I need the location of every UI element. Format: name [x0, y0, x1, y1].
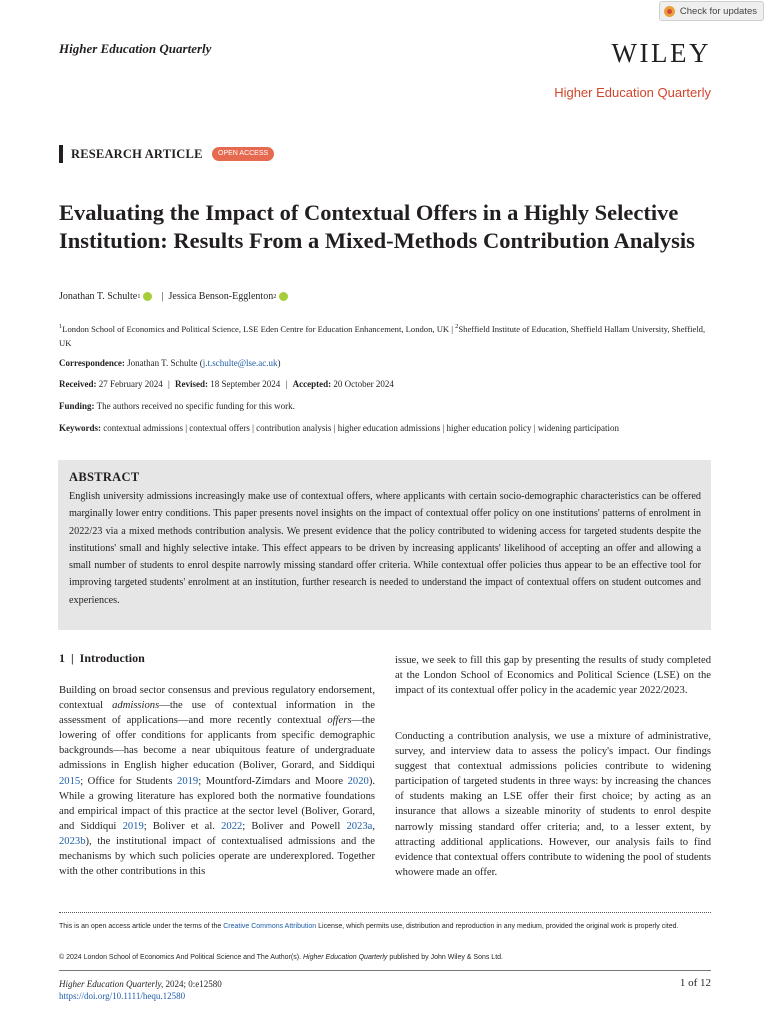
intro-paragraph: Building on broad sector consensus and previous regulatory endorsement, contextual admissions—the use of contextual information in the assessment of applications—and more recently contextual offers—the lowering of offer conditions for applicants from specific demographic backgrounds—has become a near ubiquitous feature of undergraduate admissions in English higher education (Boliver, Gorard, and Siddiqui 2015; Office for Students 2019; Mountford-Zimdars and Moore 2020). While a growing literature has explored both the normative foundations and empirical impact of this practice at the sector level (Boliver, Gorard, and Siddiqui 2019; Boliver et al. 2022; Boliver and Powell 2023a, 2023b), the institutional impact of contextualised admissions and the mechanisms by which such policies operate are underexplored. Together with the other contributions in this [59, 685, 375, 878]
check-for-updates-label: Check for updates [679, 5, 757, 17]
citation-link[interactable]: 2019 [122, 820, 144, 832]
author-list [59, 291, 292, 302]
footer-citation: Higher Education Quarterly, 2024; 0:e12580 [59, 979, 222, 989]
wiley-logo: WILEY [611, 38, 711, 68]
section-heading: 1 | Introduction [59, 651, 145, 665]
abstract-heading: ABSTRACT [69, 470, 140, 484]
citation-link[interactable]: 2020 [347, 775, 369, 787]
correspondence: Correspondence: Jonathan T. Schulte (j.t.schulte@lse.ac.uk) [59, 358, 281, 368]
footer-divider [59, 970, 711, 971]
page-number: 1 of 12 [679, 977, 711, 989]
journal-name: Higher Education Quarterly [554, 85, 711, 100]
citation-link[interactable]: 2022 [221, 820, 243, 832]
intro-paragraph: Conducting a contribution analysis, we use a mixture of administrative, survey, and interview data to assess the policy's impact. Our findings suggest that contextual admissions policies contribute to widening participation of targeted students in three ways: by increasing the chances of students making an LSE offer their first choice; by acting as an insurance that allows a sizeable minority of students to enrol despite narrowly missing standard offer criteria; and, to a lesser extent, by attracting additional applications. However, our analysis fails to find evidence that contextual offers contribute to widening the pool of students whowere made an offer. [395, 731, 711, 878]
author-affil-sup: 2 [273, 293, 277, 300]
check-for-updates-button[interactable] [659, 1, 764, 21]
creative-commons-link[interactable]: Creative Commons Attribution [223, 923, 317, 930]
crossmark-icon [664, 6, 675, 17]
orcid-icon[interactable] [143, 292, 152, 301]
running-head-journal: Higher Education Quarterly [59, 41, 212, 56]
intro-paragraph: issue, we seek to fill this gap by presenting the results of study completed at the London School of Economics and Political Science (LSE) on the impact of its contextual offer policy in the academic year 2022/2023. [395, 655, 711, 697]
open-access-badge: OPEN ACCESS [212, 147, 274, 161]
citation-link[interactable]: 2015 [59, 775, 81, 787]
author-affil-sup: 1 [137, 293, 141, 300]
citation-link[interactable]: 2023a [346, 820, 373, 832]
keywords: Keywords: contextual admissions | contextual offers | contribution analysis | higher education admissions | higher education policy | widening participation [59, 423, 619, 433]
abstract-text: English university admissions increasingly make use of contextual offers, where applicants with certain socio-demographic characteristics can be offered marginally lower entry conditions. This paper presents novel insights on the impact of contextual offer policy on one institutions' patterns of enrolment in 2022/23 via a mixed methods contribution analysis. We present evidence that the policy contributed to widening access for targeted students despite the institutions' small and highly selective intake. This effect appears to be driven by increasing applicants' likelihood of accepting an offer and allowing a small number of students to enrol despite narrowly missing standard offer criteria. While contextual offer policies thus appear to be an effective tool for improving targeted students' enrolment at an institution, further research is needed to understand the impact of contextual offers on student outcomes and experiences. [69, 491, 701, 606]
article-dates: Received: 27 February 2024 | Revised: 18 September 2024 | Accepted: 20 October 2024 [59, 379, 394, 389]
author-name[interactable]: Jonathan T. Schulte [59, 291, 138, 302]
license-divider [59, 912, 711, 913]
funding-statement: Funding: The authors received no specific funding for this work. [59, 401, 295, 411]
email-link[interactable]: j.t.schulte@lse.ac.uk [202, 358, 278, 368]
article-type-label: RESEARCH ARTICLE [71, 147, 203, 161]
license-statement: This is an open access article under the terms of the Creative Commons Attribution License, which permits use, distribution and reproduction in any medium, provided the original work is properly cited. [59, 923, 679, 930]
doi-link[interactable]: https://doi.org/10.1111/hequ.12580 [59, 991, 186, 1001]
article-type-bar [59, 145, 63, 163]
author-separator: | [161, 291, 164, 302]
citation-link[interactable]: 2019 [177, 775, 199, 787]
author-name[interactable]: Jessica Benson-Egglenton [168, 291, 274, 302]
copyright-statement: © 2024 London School of Economics And Political Science and The Author(s). Higher Education Quarterly published by John Wiley & Sons Ltd. [59, 954, 503, 961]
affiliations: $^1$London School of Economics and Political Science, LSE Eden Centre for Education Enhancement, London, UK | $^2$Sheffield Institute of Education, Sheffield Hallam University, Sheffield, UK [59, 323, 706, 348]
article-title: Evaluating the Impact of Contextual Offers in a Highly Selective Institution: Results From a Mixed-Methods Contribution Analysis [59, 200, 695, 253]
orcid-icon[interactable] [279, 292, 288, 301]
citation-link[interactable]: 2023b [59, 835, 86, 847]
